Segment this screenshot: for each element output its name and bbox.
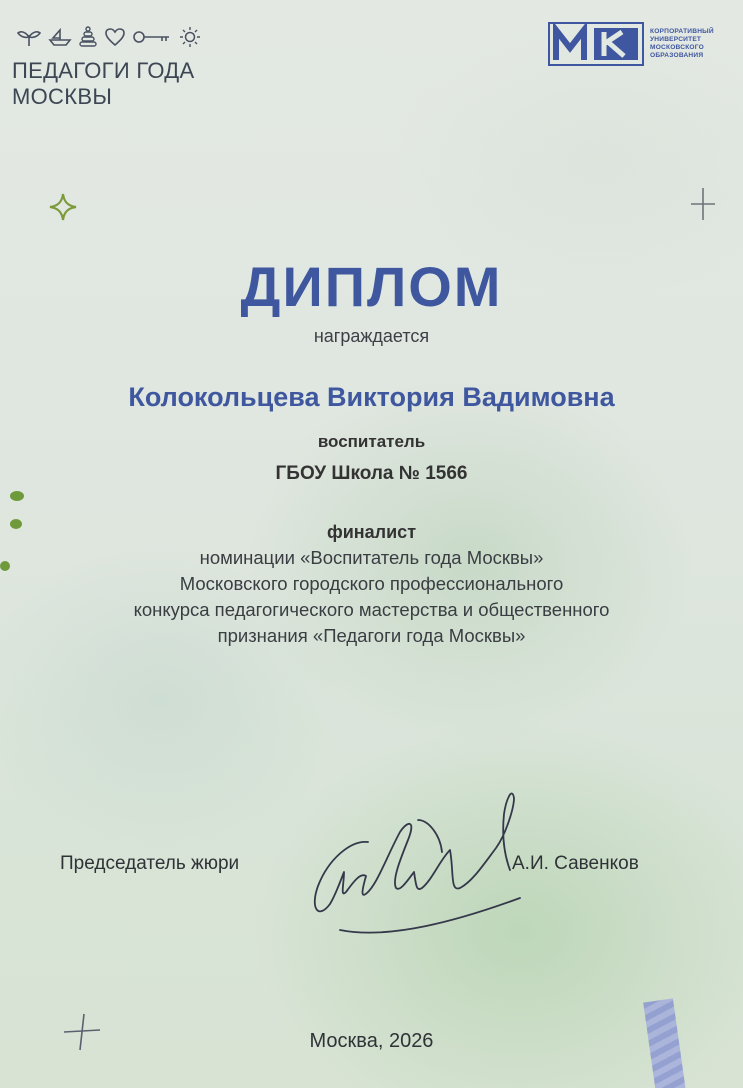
recipient-name: Колокольцева Виктория Вадимовна xyxy=(128,382,615,412)
heart-icon xyxy=(104,27,126,47)
key-icon xyxy=(132,27,172,47)
sprout-icon xyxy=(16,27,42,47)
brand-title xyxy=(12,58,194,110)
university-logo xyxy=(548,22,720,66)
description-line: Московского городского профессионального xyxy=(179,573,564,594)
logo-text-line1: КОРПОРАТИВНЫЙ xyxy=(650,28,714,35)
sun-icon xyxy=(178,26,202,48)
diploma-title: ДИПЛОМ xyxy=(240,255,503,318)
recipient-school: ГБОУ Школа № 1566 xyxy=(275,463,468,484)
logo-text-line4: ОБРАЗОВАНИЯ xyxy=(650,52,704,59)
handwritten-signature xyxy=(300,780,530,960)
award-status: финалист xyxy=(326,522,417,542)
mk-logo-mark xyxy=(548,22,644,66)
logo-text-line2: УНИВЕРСИТЕТ xyxy=(650,36,702,43)
brand-title-line2: МОСКВЫ xyxy=(12,84,113,109)
jury-chair-name: А.И. Савенков xyxy=(512,853,639,874)
logo-text-line3: МОСКОВСКОГО xyxy=(650,44,704,51)
awarded-label: награждается xyxy=(313,326,430,346)
brand-title-line1: ПЕДАГОГИ ГОДА xyxy=(12,58,195,83)
pyramid-toy-icon xyxy=(78,26,98,48)
sparkle-cross-icon xyxy=(688,186,718,222)
description-line: номинации «Воспитатель года Москвы» xyxy=(199,547,544,568)
logo-text xyxy=(650,28,720,60)
place-and-date: Москва, 2026 xyxy=(309,1030,434,1052)
description-line: конкурса педагогического мастерства и общественного xyxy=(133,599,610,620)
boat-icon xyxy=(48,27,72,47)
brand-icon-row xyxy=(16,26,202,48)
jury-chair-label: Председатель жюри xyxy=(60,853,240,874)
recipient-position: воспитатель xyxy=(317,432,426,451)
description-line: признания «Педагоги года Москвы» xyxy=(217,625,526,646)
sparkle-diamond-icon xyxy=(48,192,78,222)
